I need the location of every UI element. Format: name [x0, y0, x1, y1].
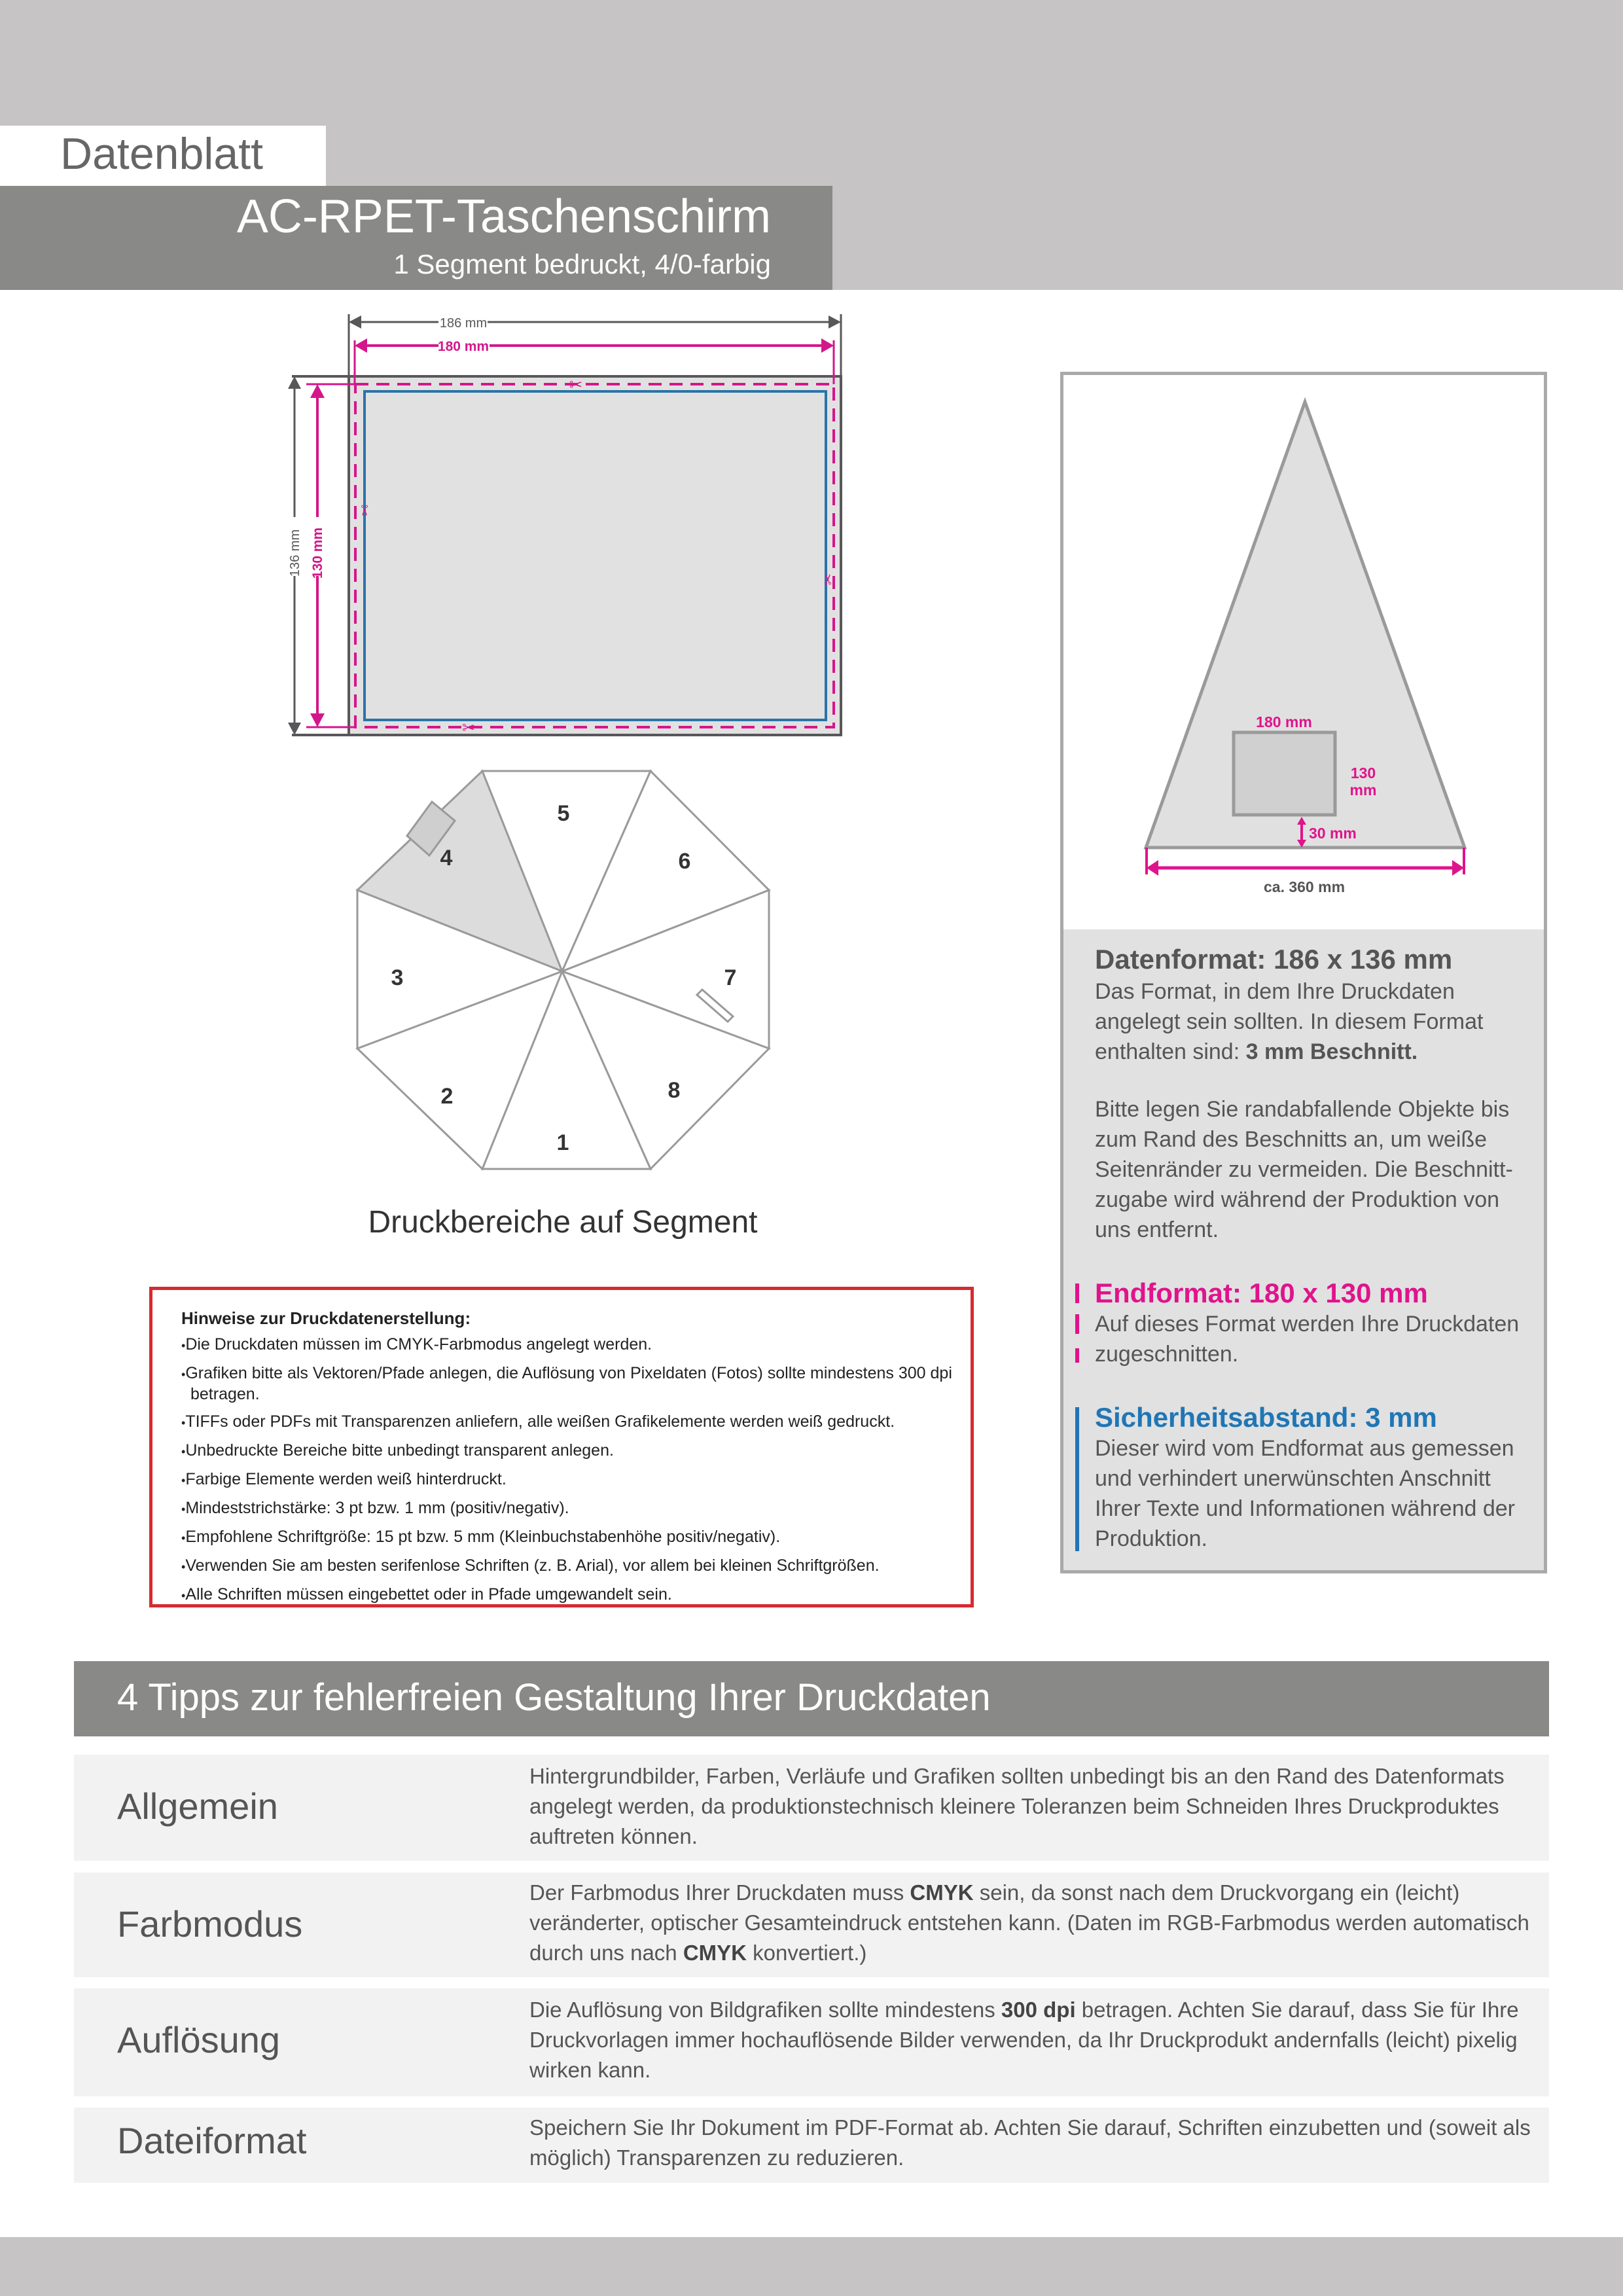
- umbrella-caption-text: Druckbereiche auf Segment: [368, 1205, 758, 1240]
- print-hints-box: [149, 1287, 974, 1607]
- product-title: AC-RPET-Taschenschirm: [236, 190, 771, 243]
- document-label-text: Datenblatt: [60, 129, 263, 179]
- final-format-marker: [1075, 1348, 1079, 1363]
- data-format-text: [1095, 977, 1540, 1067]
- tip-text-part: sein, da sonst nach dem Druckvorgang ein (leicht) veränderter, optischer Gesamteindruck entstehen kann. (Daten im RGB-Farbmodus werden automatisch durch uns nach: [529, 1880, 1529, 1965]
- bottom-offset-label: 30 mm: [1309, 825, 1357, 842]
- hint-item: • Unbedruckte Bereiche bitte unbedingt transparent anlegen.: [181, 1441, 954, 1462]
- data-format-text-body: Das Format, in dem Ihre Druckdaten angelegt sein sollten. In diesem Format enthalten sind:: [1095, 979, 1484, 1064]
- hints-title: Hinweise zur Druckdatenerstellung:: [181, 1308, 471, 1328]
- tip-text-part: betragen. Achten Sie darauf, dass Sie für Ihre Druckvorlagen immer hochauflösende Bilder verwenden, da Ihr Druckprodukt andernfalls (leicht) pixelig wirken kann.: [529, 1998, 1519, 2082]
- tip-row-allgemein: [74, 1755, 1549, 1861]
- segment-label-5: 5: [557, 801, 570, 826]
- print-width-label: 180 mm: [1256, 713, 1312, 730]
- safety-margin-marker: [1075, 1407, 1079, 1551]
- tip-text: [529, 1995, 1537, 2085]
- hints-list: [181, 1335, 954, 1613]
- final-format-marker: [1075, 1314, 1079, 1334]
- tip-label: Farbmodus: [117, 1903, 303, 1945]
- tips-title: 4 Tipps zur fehlerfreien Gestaltung Ihrer Druckdaten: [117, 1676, 991, 1719]
- info-text-panel: [1063, 929, 1544, 1570]
- tip-text-part: konvertiert.): [747, 1941, 867, 1965]
- segment-label-8: 8: [668, 1078, 681, 1103]
- tip-row-dateiformat: [74, 2108, 1549, 2183]
- tip-text-bold: CMYK: [910, 1880, 974, 1905]
- footer-band: [0, 2237, 1623, 2296]
- scissors-icon: ✂: [820, 573, 836, 586]
- tip-text-bold: 300 dpi: [1001, 1998, 1076, 2022]
- data-format-title: Datenformat: 186 x 136 mm: [1095, 944, 1453, 975]
- hint-item: • Farbige Elemente werden weiß hinterdruckt.: [181, 1469, 954, 1490]
- final-format-text: Auf dieses Format werden Ihre Druckdaten zugeschnitten.: [1095, 1312, 1520, 1367]
- safety-margin-text: Dieser wird vom Endformat aus gemessen und verhindert unerwünschten Anschnitt Ihrer Texte und Informationen während der Produktion.: [1095, 1436, 1515, 1551]
- scissors-icon: ✂: [569, 376, 583, 394]
- document-label: [0, 126, 326, 186]
- hint-item: • Grafiken bitte als Vektoren/Pfade anlegen, die Auflösung von Pixeldaten (Fotos) sollte mindestens 300 dpi betragen.: [181, 1363, 954, 1404]
- tip-label: Dateiformat: [117, 2120, 307, 2161]
- segment-label-3: 3: [391, 965, 404, 990]
- print-area-rect: [1234, 732, 1335, 815]
- hint-item: • Mindeststrichstärke: 3 pt bzw. 1 mm (positiv/negativ).: [181, 1498, 954, 1519]
- hint-item: • Empfohlene Schriftgröße: 15 pt bzw. 5 mm (Kleinbuchstabenhöhe positiv/negativ).: [181, 1527, 954, 1548]
- tip-text-bold: CMYK: [683, 1941, 747, 1965]
- segment-label-7: 7: [724, 965, 737, 990]
- tip-label: Auflösung: [117, 2019, 281, 2060]
- base-width-label: ca. 360 mm: [1263, 878, 1346, 895]
- product-subtitle: 1 Segment bedruckt, 4/0-farbig: [393, 249, 771, 279]
- scissors-icon: ✂: [461, 719, 476, 737]
- title-bar: [0, 186, 832, 290]
- tip-text: Speichern Sie Ihr Dokument im PDF-Format ab. Achten Sie darauf, Schriften einzubetten und (soweit als möglich) Transparenzen zu reduzieren.: [529, 2115, 1531, 2170]
- umbrella-caption: [0, 1204, 1126, 1240]
- width-final-label: 180 mm: [437, 339, 490, 354]
- safety-margin-title: Sicherheitsabstand: 3 mm: [1095, 1402, 1437, 1433]
- tip-text: Hintergrundbilder, Farben, Verläufe und Grafiken sollten unbedingt bis an den Rand des Datenformats angelegt werden, da produktionstechnisch kleinere Toleranzen beim Schneiden Ihres Druckproduktes auftreten können.: [529, 1764, 1505, 1848]
- print-height-label-2: mm: [1349, 781, 1377, 798]
- tip-text-part: Die Auflösung von Bildgrafiken sollte mindestens: [529, 1998, 1001, 2022]
- width-total-label: 186 mm: [439, 316, 488, 331]
- segment-label-6: 6: [678, 849, 691, 874]
- final-format-title: Endformat: 180 x 130 mm: [1095, 1278, 1428, 1308]
- height-total-label: 136 mm: [288, 529, 302, 577]
- segment-diagram: [1063, 375, 1544, 929]
- bleed-instructions: Bitte legen Sie randabfallende Objekte bis zum Rand des Beschnitts an, um weiße Seitenränder zu vermeiden. Die Beschnitt-zugabe wird während der Produktion von uns entfernt.: [1095, 1097, 1513, 1242]
- umbrella-diagram: [347, 762, 779, 1194]
- hint-item: • Alle Schriften müssen eingebettet oder in Pfade umgewandelt sein.: [181, 1585, 954, 1605]
- height-final-label: 130 mm: [310, 527, 325, 579]
- tips-header: [74, 1661, 1549, 1736]
- segment-label-2: 2: [440, 1084, 454, 1109]
- final-format-marker: [1075, 1283, 1079, 1303]
- tip-text-part: Der Farbmodus Ihrer Druckdaten muss: [529, 1880, 910, 1905]
- tip-label: Allgemein: [117, 1785, 278, 1827]
- tip-row-aufloesung: [74, 1988, 1549, 2096]
- print-height-label-1: 130: [1350, 764, 1376, 781]
- scissors-icon: ✂: [356, 504, 372, 517]
- tip-row-farbmodus: [74, 1873, 1549, 1977]
- data-format-area: [349, 376, 841, 735]
- hint-item: • Verwenden Sie am besten serifenlose Schriften (z. B. Arial), vor allem bei kleinen Schriftgrößen.: [181, 1556, 954, 1577]
- segment-label-1: 1: [556, 1130, 569, 1155]
- tip-text: [529, 1878, 1537, 1968]
- format-diagram: [281, 308, 857, 753]
- segment-label-4: 4: [440, 846, 453, 870]
- bleed-highlight: 3 mm Beschnitt.: [1245, 1039, 1418, 1064]
- hint-item: • TIFFs oder PDFs mit Transparenzen anliefern, alle weißen Grafikelemente werden weiß gedruckt.: [181, 1412, 954, 1433]
- hint-item: • Die Druckdaten müssen im CMYK-Farbmodus angelegt werden.: [181, 1335, 954, 1355]
